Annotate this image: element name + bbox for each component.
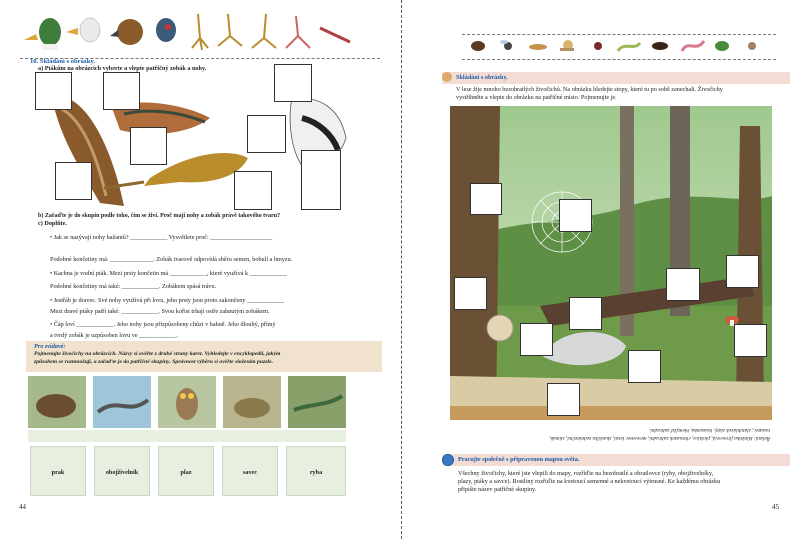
animal-tiles [28, 376, 348, 434]
hedgehog-tile[interactable] [28, 376, 86, 428]
group-label-prak: prak [51, 469, 65, 476]
bird-feet [192, 14, 350, 50]
green-beetle-icon [715, 41, 729, 51]
group-card-ryba[interactable] [286, 446, 346, 496]
task-c: c) Doplňte. [38, 220, 67, 227]
group-label-ryba: ryba [309, 469, 323, 476]
puzzle-strip [28, 430, 346, 442]
forest-slot-path[interactable] [547, 383, 580, 416]
fill-line-5[interactable]: • Jestřáb je dravec. Své nohy využívá při lovu, jeho prsty jsou proto zakončeny ____________ [50, 297, 285, 304]
forest-illustration [450, 106, 772, 420]
fill-line-3[interactable]: • Kachna je vodní pták. Mezi prsty končetin má ____________, které využívá k ____________ [50, 270, 287, 277]
worm-icon [682, 41, 704, 51]
group-card-plaz[interactable] [158, 446, 214, 496]
solution-line-1: Řešení: klíněnka jírovcová, ploštice, chroustek zahradní, mravenec lesní, slunéčko sedmitečné, slimák, [549, 435, 770, 441]
intro-line-1: V lese žije mnoho bezobratlých živočichů. Na obrázku hledejte stopy, které tu po sobě zanechali. Živočichy [456, 86, 723, 93]
mallard-head [24, 18, 61, 50]
group-label-obojzivelnik: obojživelník [105, 469, 139, 476]
tick-icon [594, 42, 602, 50]
exercise-title: Skládání s obrázky. [39, 58, 96, 65]
map-section-line-1: Všechny živočichy, které jste vlepili do mapy, rozřiďte na bezobratlé a obratlovce (ryby, obojživelníky, [458, 470, 714, 477]
fill-line-6[interactable]: Mezi dravé ptáky patří také: ____________. Svou kořist trhají ostře zahnutým zobákem. [50, 308, 270, 315]
toad-tile[interactable] [223, 376, 281, 428]
fill-line-8[interactable]: a tvrdý zobák je uzpůsoben lovu ve ____________. [50, 332, 178, 339]
sticker-slot-pheasant-beak[interactable] [247, 115, 286, 153]
sticker-slot-stork-beak[interactable] [274, 64, 312, 102]
sticker-slot-hawk-feet[interactable] [55, 162, 92, 200]
map-section-line-3: připište název patřičné skupiny. [458, 486, 537, 493]
group-card-savec[interactable] [222, 446, 278, 496]
task-a: a) Ptákům na obrázcích vyberte a vlepte patřičný zobák a nohy. [38, 65, 207, 72]
leaf-litter [450, 406, 772, 420]
fill-line-4[interactable]: Podobné končetiny má také: ____________. Zobákem spásá trávu. [50, 283, 217, 290]
snail-shell [487, 315, 513, 341]
tree-trunk-left [450, 106, 500, 420]
solution-line-2: nosatec, zlatohlávek zlatý, housenka, hlemýžď zahradní. [648, 427, 770, 433]
beetle-icon [471, 41, 485, 51]
lizard-tile[interactable] [288, 376, 346, 428]
duck-white-head [66, 18, 100, 42]
eel-tile[interactable] [93, 376, 151, 428]
sticker-slot-duck-feet[interactable] [130, 127, 167, 165]
globe-icon [442, 454, 454, 466]
page-number-right: 45 [772, 503, 779, 511]
sticker-slot-pheasant-feet[interactable] [234, 171, 272, 210]
forest-slot-tree-right[interactable] [726, 255, 759, 288]
snail-bullet-icon [442, 72, 452, 82]
spider-icon [748, 42, 756, 50]
forest-slot-trunk[interactable] [470, 183, 502, 215]
fill-line-2[interactable]: Podobné končetiny má: ______________. Zobák tvarově odpovídá sběru semen, bobulí a hmyzu. [50, 256, 293, 263]
snail-icon [560, 40, 574, 51]
intro-line-2: vystřihněte a vlepte do obrázku na patřičné místo. Pojmenujte je. [456, 94, 617, 101]
pro-zvidave-line-1: Pojmenujte živočichy na obrázcích. Názvy si ověřte z druhé strany karet. Vyhledejte v encyklopedii, jakým [34, 351, 281, 357]
group-label-plaz: plaz [180, 469, 192, 476]
forest-slot-ground-left[interactable] [454, 277, 487, 310]
exercise-number: 10. [30, 58, 39, 65]
caterpillar-icon [618, 43, 640, 51]
group-card-obojzivelnik[interactable] [94, 446, 150, 496]
fill-line-1[interactable]: • Jak se nazývají nohy bažantů? ____________ Vysvětlete proč: ____________________ [50, 234, 273, 241]
owl-tile[interactable] [158, 376, 216, 428]
fly-icon [500, 40, 512, 50]
page-number-left: 44 [19, 503, 26, 511]
map-section-title: Pracujte společně s připravenou mapou světa. [458, 456, 580, 463]
pro-zvidave-title: Pro zvídavé: [34, 343, 66, 350]
task-b: b) Zařaďte je do skupin podle toho, čím se živí. Proč mají nohy a zobák právě takového tvaru? [38, 213, 281, 219]
fill-line-7[interactable]: • Čáp loví ____________. Jeho nohy jsou přizpůsobeny chůzi v bahně. Jeho dlouhý, přímý [50, 321, 276, 328]
forest-slot-centre[interactable] [569, 297, 602, 330]
invertebrate-icons [464, 35, 776, 57]
sticker-slot-stork-feet[interactable] [301, 150, 341, 210]
right-page [402, 0, 800, 539]
forest-slot-far-right[interactable] [734, 324, 767, 357]
solution-caption [452, 422, 770, 442]
stag-beetle-icon [652, 42, 668, 50]
forest-slot-web[interactable] [559, 199, 592, 232]
sticker-slot-duck-beak[interactable] [103, 72, 140, 110]
pro-zvidave-box [26, 341, 382, 372]
bird-strip-illustration [20, 8, 360, 56]
forest-slot-snail[interactable] [520, 323, 553, 356]
forest-slot-stone-right[interactable] [628, 350, 661, 383]
sticker-slot-hawk-beak[interactable] [35, 72, 72, 110]
pheasant-head [156, 18, 176, 42]
pro-zvidave-line-2: způsobem se rozmnožují, a zařaďte je do patřičné skupiny. Správnost výběru si ověřte složením puzzle. [34, 359, 273, 365]
larva-icon [529, 44, 547, 50]
group-label-savec: savec [242, 469, 258, 476]
group-card-prak[interactable] [30, 446, 86, 496]
section-title: Skládání s obrázky. [456, 74, 508, 81]
forest-slot-log[interactable] [666, 268, 700, 301]
hawk-head [110, 19, 143, 45]
map-section-line-2: plazy, ptáky a savce). Rostliny rozřiďte na kvetoucí semenné a nekvetoucí výtrusné. Ke každému obrázku [458, 478, 721, 485]
